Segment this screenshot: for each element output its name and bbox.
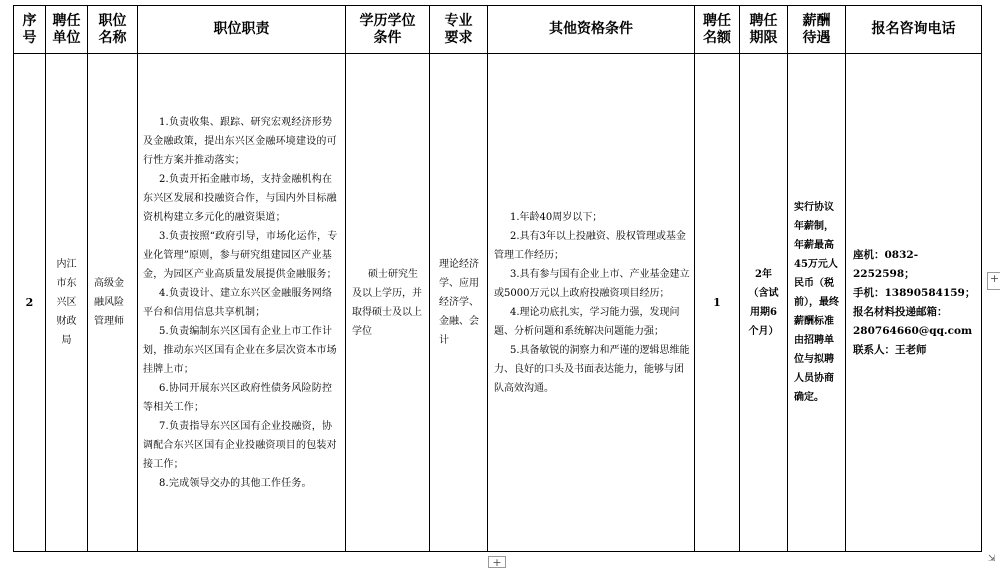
major-text: 理论经济学、应用经济学、金融、会计 [439, 259, 479, 346]
cell-degree [346, 54, 430, 552]
header-other: 其他资格条件 [488, 6, 695, 54]
other-item: 3.具有参与国有企业上市、产业基金建立或5000万元以上政府投融资项目经历； [494, 268, 690, 299]
header-contact: 报名咨询电话 [846, 6, 982, 54]
cell-position: 高级金融风险管理师 [88, 54, 138, 552]
header-seq: 序号 [14, 6, 46, 54]
other-item: 4.理论功底扎实，学习能力强，发现问题、分析问题和系统解决问题能力强； [494, 306, 680, 337]
cell-salary: 实行协议年薪制，年薪最高45万元人民币（税前），最终薪酬标准由招聘单位与拟聘人员协商确定。 [788, 54, 846, 552]
header-position: 职位名称 [88, 6, 138, 54]
header-duties: 职位职责 [138, 6, 346, 54]
header-salary: 薪酬待遇 [788, 6, 846, 54]
add-column-button[interactable]: + [987, 272, 1000, 290]
cell-seq: 2 [14, 54, 46, 552]
other-item: 1.年龄40周岁以下； [510, 211, 603, 223]
cell-unit: 内江市东兴区财政局 [46, 54, 88, 552]
duty-item: 3.负责按照“政府引导，市场化运作，专业化管理”原则，参与研究组建园区产业基金，为园区产业高质量发展提供金融服务； [143, 230, 338, 280]
cell-other [488, 54, 695, 552]
contact-email: 280764660@qq.com [853, 324, 973, 337]
job-posting-sheet [13, 5, 982, 552]
add-row-button[interactable]: + [488, 556, 506, 568]
header-major: 专业要求 [430, 6, 488, 54]
table-row [14, 54, 982, 552]
duty-item: 6.协同开展东兴区政府性债务风险防控等相关工作； [143, 382, 333, 413]
duty-item: 7.负责指导东兴区国有企业投融资，协调配合东兴区国有企业投融资项目的包装对接工作； [143, 420, 337, 470]
table-resize-handle-icon[interactable]: ⇲ [988, 554, 996, 564]
duties-list [138, 113, 345, 493]
cell-quota: 1 [695, 54, 740, 552]
cell-term: 2年（含试用期6个月） [740, 54, 788, 552]
header-quota: 聘任名额 [695, 6, 740, 54]
cell-duties [138, 54, 346, 552]
contact-email-label: 报名材料投递邮箱： [853, 305, 948, 318]
duty-item: 1.负责收集、跟踪、研究宏观经济形势及金融政策，提出东兴区金融环境建设的可行性方案并推动落实； [143, 116, 337, 166]
other-item: 5.具备敏锐的洞察力和严谨的逻辑思维能力、良好的口头及书面表达能力，能够与团队高效沟通。 [494, 344, 690, 394]
other-item: 2.具有3年以上投融资、股权管理或基金管理工作经历； [494, 230, 686, 261]
cell-contact [846, 54, 982, 552]
duty-item: 4.负责设计、建立东兴区金融服务网络平台和信用信息共享机制； [143, 287, 333, 318]
duty-item: 2.负责开拓金融市场，支持金融机构在东兴区发展和投融资合作，与国内外目标融资机构建立多元化的融资渠道； [143, 173, 337, 223]
duty-item: 8.完成领导交办的其他工作任务。 [159, 477, 312, 489]
recruitment-table [13, 5, 982, 552]
header-degree: 学历学位条件 [346, 6, 430, 54]
other-list [488, 208, 694, 398]
header-unit: 聘任单位 [46, 6, 88, 54]
contact-landline: 座机：0832-2252598； [853, 248, 919, 280]
duty-item: 5.负责编制东兴区国有企业上市工作计划，推动东兴区国有企业在多层次资本市场挂牌上市； [143, 325, 337, 375]
cell-major [430, 54, 488, 552]
contact-person: 联系人：王老师 [853, 343, 927, 356]
degree-text: 硕士研究生及以上学历，并取得硕士及以上学位 [352, 268, 422, 337]
contact-mobile: 手机：13890584159； [853, 286, 976, 299]
header-term: 聘任期限 [740, 6, 788, 54]
contact-block [846, 246, 981, 360]
header-row [14, 6, 982, 54]
